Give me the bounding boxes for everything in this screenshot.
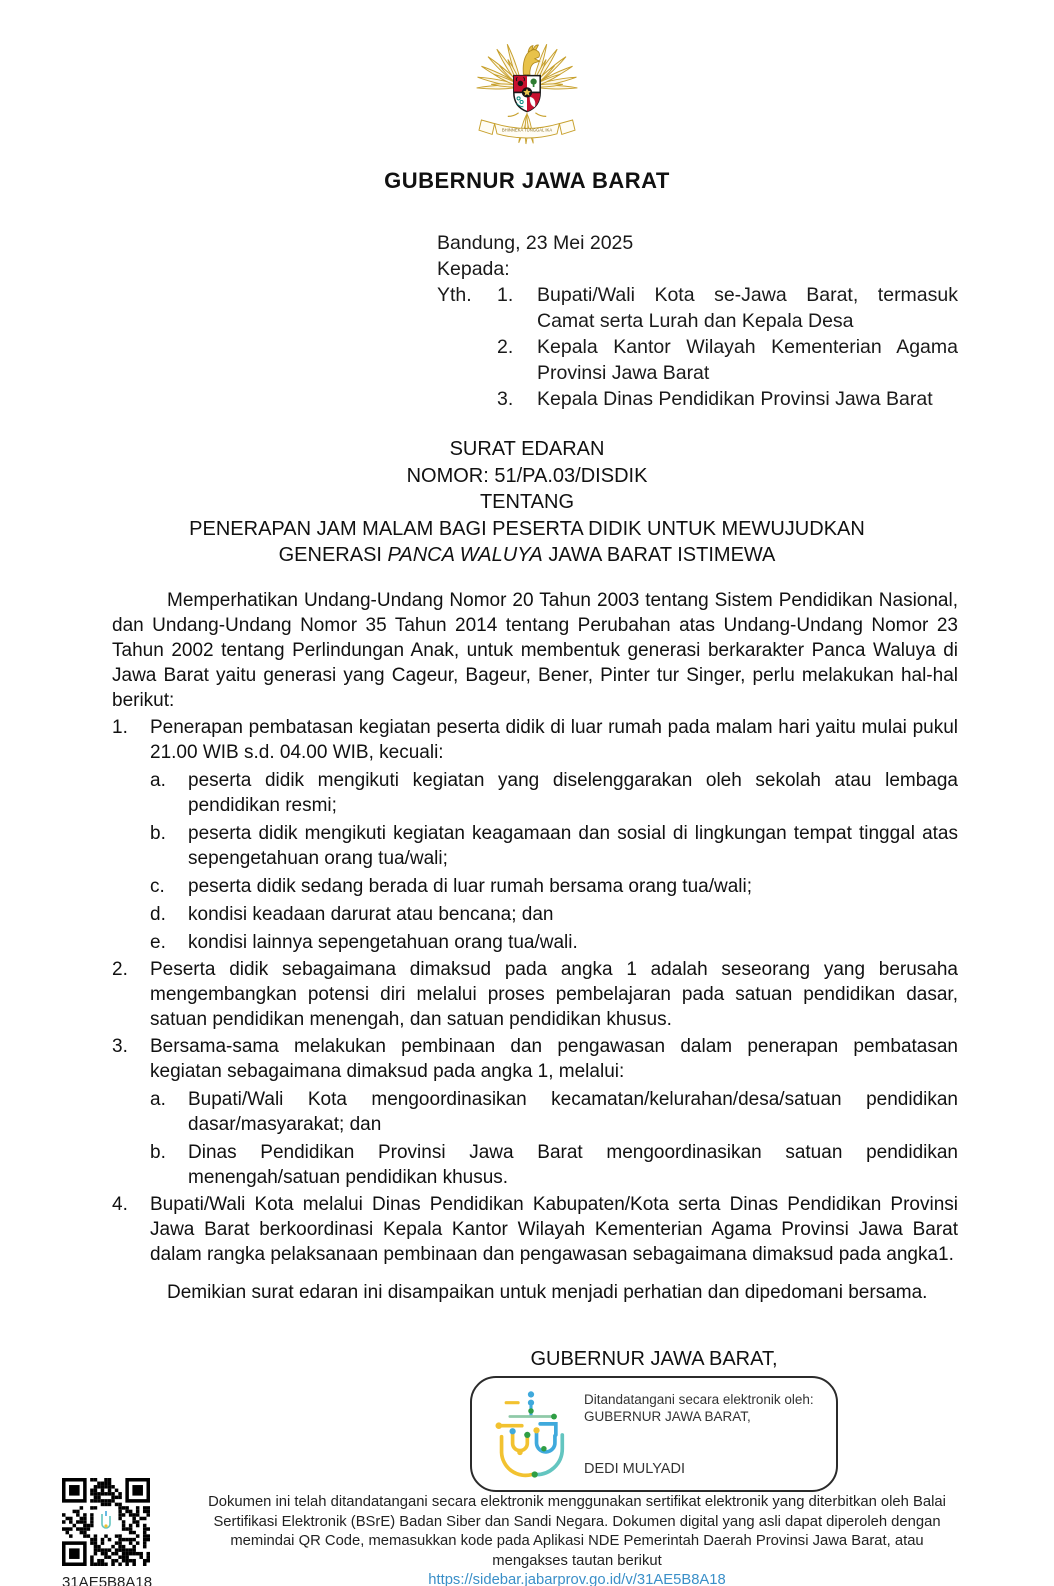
letter-subject-line1: PENERAPAN JAM MALAM BAGI PESERTA DIDIK UNTUK MEWUJUDKAN — [189, 517, 865, 540]
subitem-letter: c. — [150, 876, 165, 897]
subitem-1d — [150, 902, 958, 927]
letter-title-block — [0, 436, 1054, 569]
subitem-3a — [150, 1087, 958, 1137]
subitem-letter: b. — [150, 823, 166, 844]
yth-spacer — [437, 386, 497, 412]
subitem-letter: a. — [150, 770, 166, 791]
recipient-number: 3. — [497, 388, 514, 410]
yth-label: Yth. — [437, 284, 472, 306]
item-number: 3. — [112, 1036, 128, 1057]
subitem-letter: a. — [150, 1089, 166, 1110]
qr-code — [62, 1478, 150, 1566]
list-item-1 — [112, 715, 958, 765]
banner-motto-text: BHINNEKA TUNGGAL IKA — [501, 127, 553, 133]
list-item-2 — [112, 957, 958, 1032]
item-text: Peserta didik sebagaimana dimaksud pada angka 1 adalah seseorang yang berusaha mengembangkan potensi diri melalui proses pembelajaran pada satuan pendidikan dasar, satuan pendidikan menengah, dan satuan pendidikan khusus. — [150, 959, 958, 1030]
item-text: Penerapan pembatasan kegiatan peserta didik di luar rumah pada malam hari yaitu mulai pukul 21.00 WIB s.d. 04.00 WIB, kecuali: — [150, 717, 958, 763]
closing-paragraph: Demikian surat edaran ini disampaikan untuk menjadi perhatian dan dipedomani bersama. — [167, 1282, 928, 1303]
signature-title: GUBERNUR JAWA BARAT, — [530, 1348, 778, 1370]
subitem-1c — [150, 874, 958, 899]
recipient-number: 2. — [497, 336, 514, 358]
item-text: Bupati/Wali Kota melalui Dinas Pendidikan Kabupaten/Kota serta Dinas Pendidikan Provinsi Jawa Barat berkoordinasi Kepala Kantor Wilayah Kementerian Agama Provinsi Jawa Barat dalam rangka pelaksanaan pembinaan dan pengawasan sebagaimana dimaksud pada angka1. — [150, 1194, 958, 1265]
subitem-1b — [150, 821, 958, 871]
list-item-4 — [112, 1192, 958, 1267]
letterhead — [0, 26, 1054, 194]
qr-code-label: 31AE5B8A18 — [62, 1574, 153, 1586]
recipient-text: Kepala Kantor Wilayah Kementerian Agama Provinsi Jawa Barat — [537, 336, 958, 384]
subitem-1e — [150, 930, 958, 955]
recipient-row — [437, 386, 958, 412]
subject-italic: PANCA WALUYA — [387, 544, 543, 566]
subitem-text: kondisi keadaan darurat atau bencana; dan — [188, 904, 554, 925]
subitem-text: Bupati/Wali Kota mengoordinasikan kecamatan/kelurahan/desa/satuan pendidikan dasar/masyarakat; dan — [188, 1089, 958, 1135]
org-title: GUBERNUR JAWA BARAT — [384, 168, 670, 193]
subitem-text: kondisi lainnya sepengetahuan orang tua/wali. — [188, 932, 578, 953]
place-date: Bandung, 23 Mei 2025 — [437, 232, 634, 254]
subitem-text: peserta didik mengikuti kegiatan keagamaan dan sosial di lingkungan tempat tinggal atas sepengetahuan orang tua/wali; — [188, 823, 958, 869]
subitem-text: peserta didik sedang berada di luar rumah bersama orang tua/wali; — [188, 876, 752, 897]
subject-prefix: GENERASI — [278, 544, 388, 566]
qr-block — [62, 1478, 172, 1586]
signer-name: DEDI MULYADI — [584, 1460, 685, 1477]
kepada-label: Kepada: — [437, 258, 510, 280]
subitem-3b — [150, 1140, 958, 1190]
item-number: 4. — [112, 1194, 128, 1215]
recipient-row — [437, 334, 958, 386]
subitem-letter: b. — [150, 1142, 166, 1163]
letter-tentang-line: TENTANG — [479, 491, 575, 513]
yth-spacer — [437, 334, 497, 386]
subitem-text: Dinas Pendidikan Provinsi Jawa Barat mengoordinasikan satuan pendidikan menengah/satuan pendidikan khusus. — [188, 1142, 958, 1188]
letter-number-line: NOMOR: 51/PA.03/DISDIK — [406, 464, 648, 487]
verification-link[interactable]: https://sidebar.jabarprov.go.id/v/31AE5B8A18 — [428, 1572, 726, 1586]
esign-logo-icon — [482, 1386, 580, 1482]
letter-title-line: SURAT EDARAN — [449, 438, 605, 460]
item-number: 1. — [112, 717, 128, 738]
footer-disclaimer — [196, 1493, 958, 1586]
garuda-emblem-icon — [461, 26, 593, 154]
footer-disclaimer-text: Dokumen ini telah ditandatangani secara elektronik menggunakan sertifikat elektronik yang diterbitkan oleh Balai Sertifikasi Elektronik (BSrE) Badan Siber dan Sandi Negara. Dokumen digital yang asli dapat diperoleh dengan memindai QR Code, memasukkan kode pada Aplikasi NDE Pemerintah Daerah Provinsi Jawa Barat, atau mengakses tautan berikut — [208, 1494, 946, 1569]
esign-line2: GUBERNUR JAWA BARAT, — [584, 1408, 751, 1424]
subitem-1a — [150, 768, 958, 818]
letter-subject-line2 — [0, 542, 1054, 569]
subitem-letter: e. — [150, 932, 166, 953]
letter-body — [112, 588, 958, 1305]
recipient-text: Bupati/Wali Kota se-Jawa Barat, termasuk Camat serta Lurah dan Kepala Desa — [537, 284, 958, 332]
esign-text — [580, 1391, 824, 1478]
esign-box — [470, 1376, 838, 1492]
subitem-letter: d. — [150, 904, 166, 925]
opening-paragraph: Memperhatikan Undang-Undang Nomor 20 Tahun 2003 tentang Sistem Pendidikan Nasional, dan Undang-Undang Nomor 35 Tahun 2014 tentang Perubahan atas Undang-Undang Nomor 23 Tahun 2002 tentang Perlindungan Anak, untuk membentuk generasi berkarakter Panca Waluya di Jawa Barat yaitu generasi yang Cageur, Bageur, Bener, Pinter tur Singer, perlu melakukan hal-hal berikut: — [112, 590, 958, 711]
esign-line1: Ditandatangani secara elektronik oleh: — [584, 1391, 814, 1407]
item-text: Bersama-sama melakukan pembinaan dan pengawasan dalam penerapan pembatasan kegiatan sebagaimana dimaksud pada angka 1, melalui: — [150, 1036, 958, 1082]
address-block — [437, 230, 958, 412]
item-number: 2. — [112, 959, 128, 980]
recipient-row — [437, 282, 958, 334]
list-item-3 — [112, 1034, 958, 1084]
recipient-text: Kepala Dinas Pendidikan Provinsi Jawa Barat — [537, 388, 933, 410]
recipient-number: 1. — [497, 284, 514, 306]
subitem-text: peserta didik mengikuti kegiatan yang diselenggarakan oleh sekolah atau lembaga pendidikan resmi; — [188, 770, 958, 816]
subject-suffix: JAWA BARAT ISTIMEWA — [542, 544, 776, 566]
